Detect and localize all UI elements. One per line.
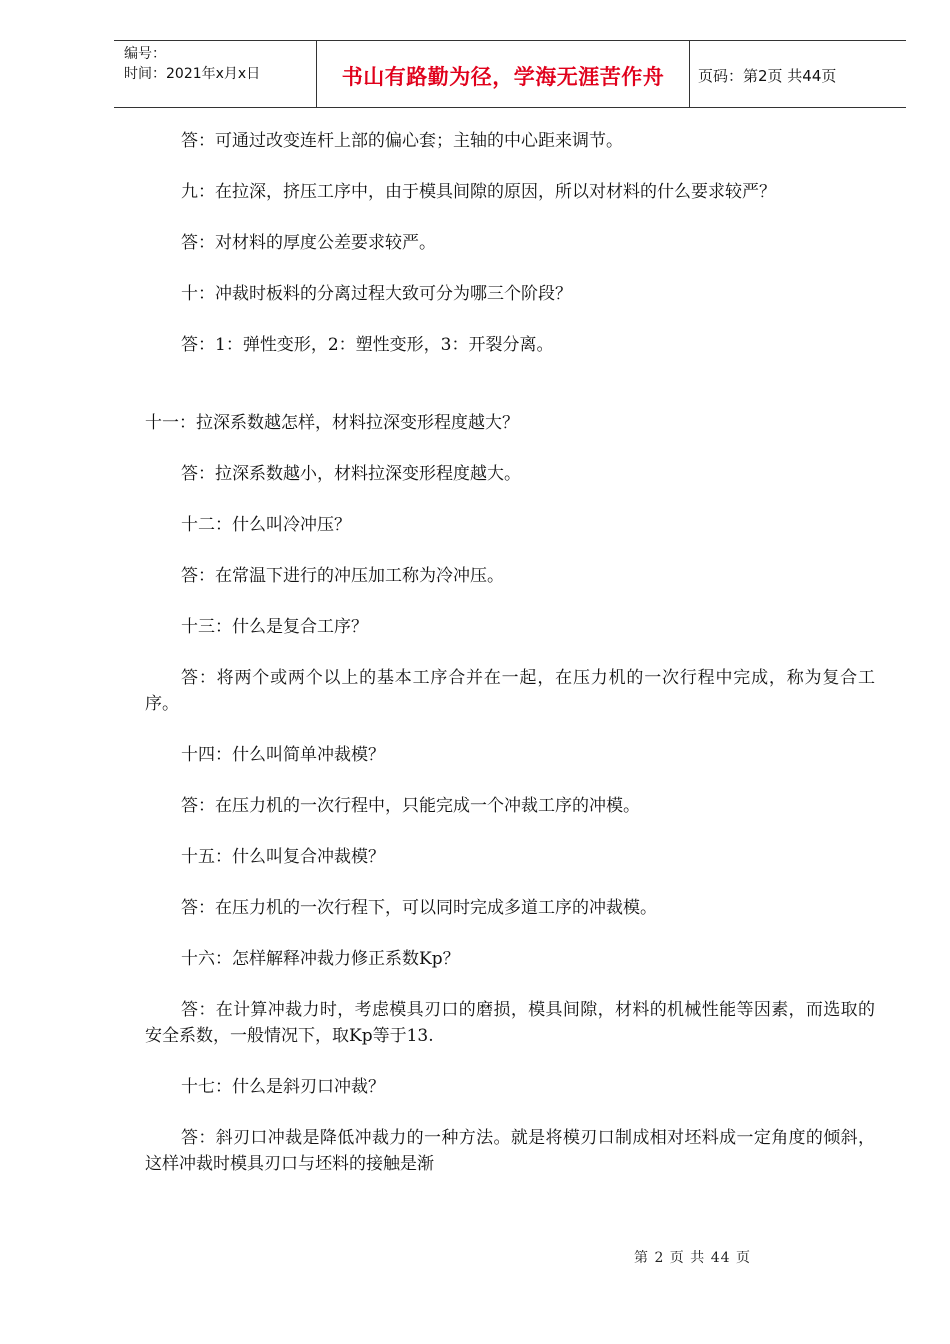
question-paragraph: 十一：拉深系数越怎样，材料拉深变形程度越大？ [145,413,519,433]
page-header [114,40,906,108]
question-paragraph: 十四：什么叫简单冲裁模？ [181,745,385,765]
header-meta [114,41,316,107]
answer-paragraph: 答：1：弹性变形，2：塑性变形，3：开裂分离。 [181,335,554,355]
question-paragraph: 十三：什么是复合工序？ [181,617,368,637]
question-paragraph: 十六：怎样解释冲裁力修正系数Kp？ [181,949,460,969]
answer-paragraph: 答：可通过改变连杆上部的偏心套；主轴的中心距来调节。 [181,131,623,151]
document-body [145,128,875,1177]
answer-paragraph: 答：斜刃口冲裁是降低冲裁力的一种方法。就是将模刃口制成相对坯料成一定角度的倾斜，这样冲裁时模具刃口与坯料的接触是渐 [145,1128,875,1174]
answer-paragraph: 答：拉深系数越小，材料拉深变形程度越大。 [181,464,521,484]
answer-paragraph: 答：在计算冲裁力时，考虑模具刃口的磨损，模具间隙，材料的机械性能等因素，而选取的安全系数，一般情况下，取Kp等于13. [145,1000,875,1046]
document-number-label: 编号： [124,46,166,62]
question-paragraph: 九：在拉深，挤压工序中，由于模具间隙的原因，所以对材料的什么要求较严？ [181,182,776,202]
header-page-info: 页码：第2页 共44页 [698,66,837,85]
header-motto: 书山有路勤为径，学海无涯苦作舟 [316,41,690,107]
answer-paragraph: 答：将两个或两个以上的基本工序合并在一起，在压力机的一次行程中完成，称为复合工序。 [145,668,875,714]
question-paragraph: 十七：什么是斜刃口冲裁？ [181,1077,385,1097]
page-footer: 第 2 页 共 44 页 [634,1250,751,1266]
question-paragraph: 十五：什么叫复合冲裁模？ [181,847,385,867]
answer-paragraph: 答：在常温下进行的冲压加工称为冷冲压。 [181,566,504,586]
answer-paragraph: 答：对材料的厚度公差要求较严。 [181,233,436,253]
document-time-label: 时间：2021年x月x日 [124,66,261,82]
answer-paragraph: 答：在压力机的一次行程下，可以同时完成多道工序的冲裁模。 [181,898,657,918]
question-paragraph: 十二：什么叫冷冲压？ [181,515,351,535]
answer-paragraph: 答：在压力机的一次行程中，只能完成一个冲裁工序的冲模。 [181,796,640,816]
question-paragraph: 十：冲裁时板料的分离过程大致可分为哪三个阶段？ [181,284,572,304]
